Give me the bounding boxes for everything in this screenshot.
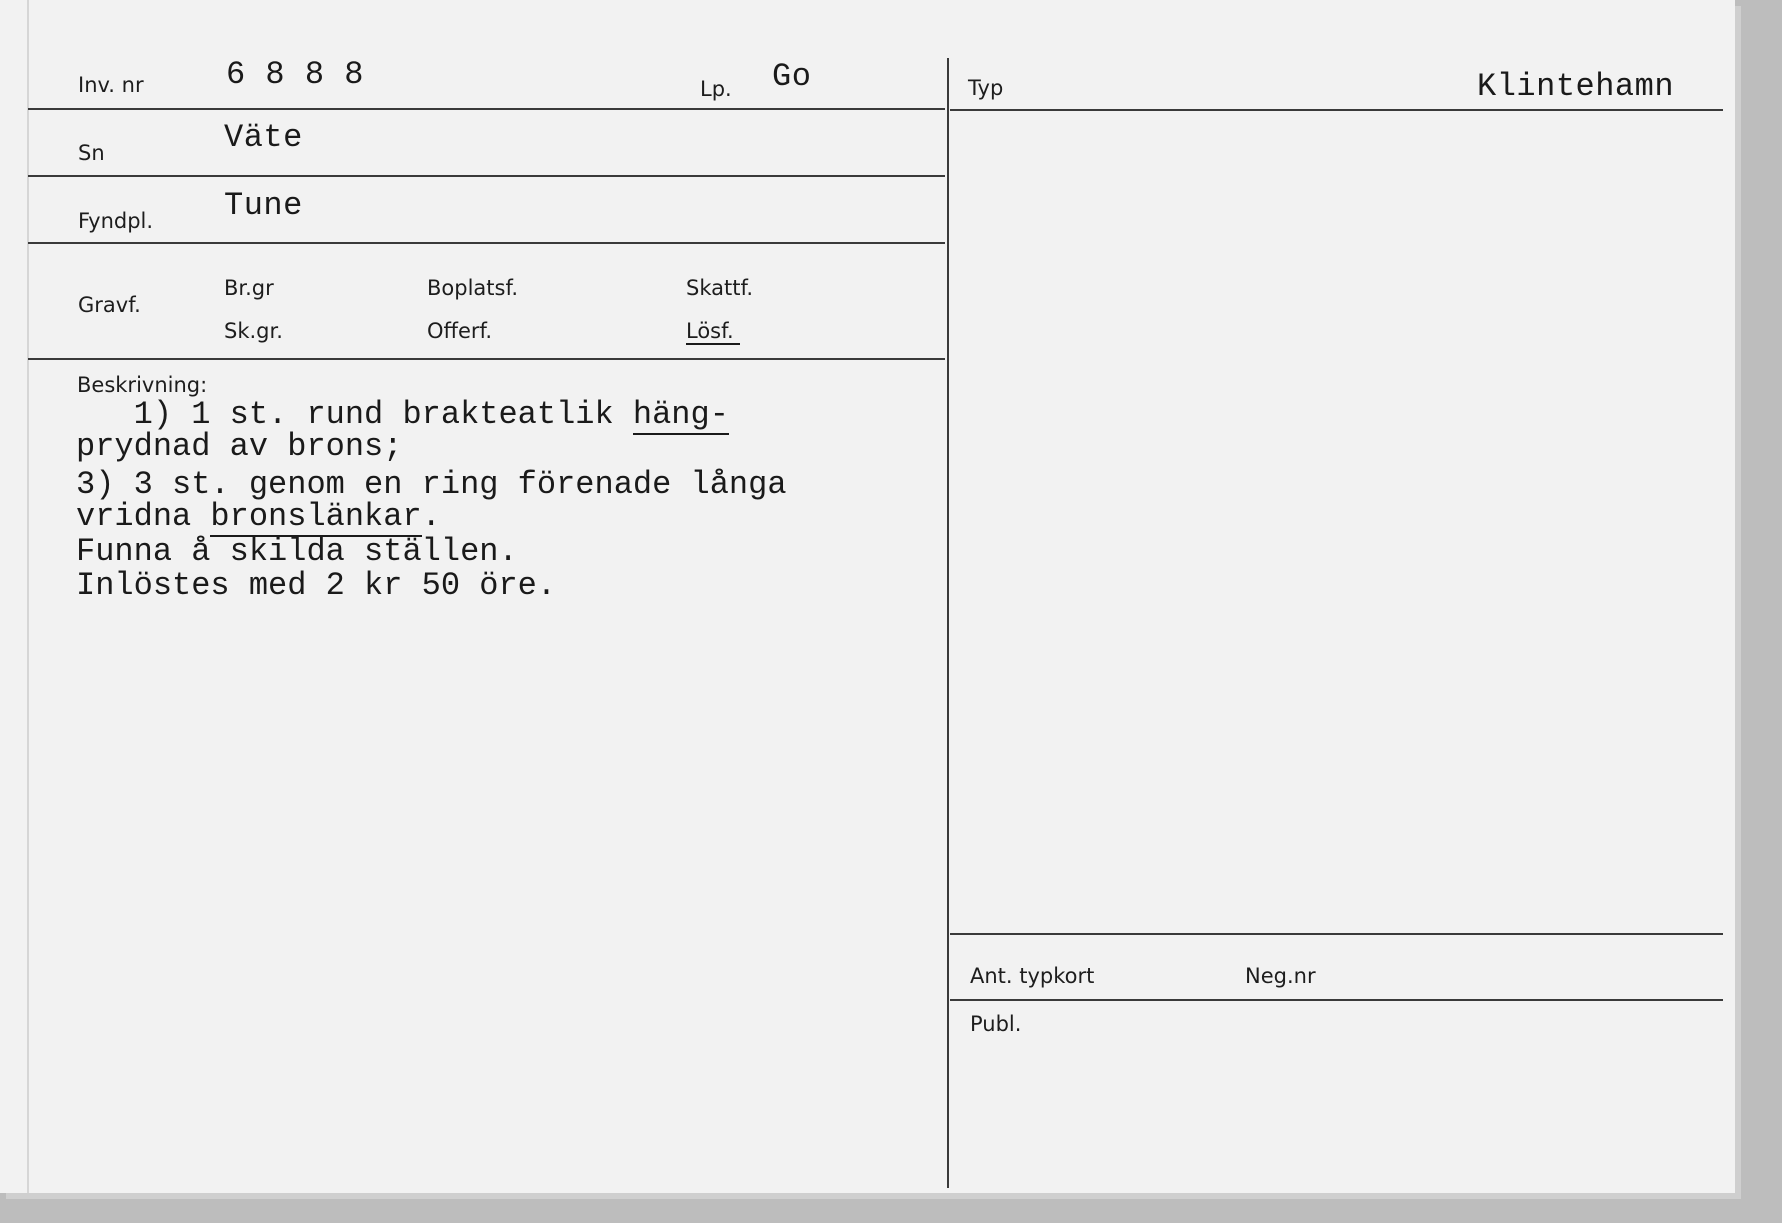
label-sk-gr: Sk.gr. — [224, 319, 283, 343]
rule-gravf — [28, 358, 945, 360]
description-underlined-text: häng- — [632, 396, 729, 433]
label-gravf: Gravf. — [78, 293, 141, 317]
label-offerf: Offerf. — [427, 319, 493, 343]
description-line-2: prydnad av brons; — [76, 428, 403, 465]
rule-sn — [28, 175, 945, 177]
description-line-1 — [76, 398, 729, 432]
label-lp: Lp. — [700, 77, 732, 101]
label-neg-nr: Neg.nr — [1245, 964, 1316, 988]
label-beskrivning: Beskrivning: — [77, 373, 208, 397]
label-sn: Sn — [78, 141, 105, 165]
label-losf: Lösf. — [686, 319, 740, 345]
value-inv-nr: 6 8 8 8 — [226, 56, 364, 93]
value-typ: Klintehamn — [1477, 68, 1675, 105]
label-inv-nr: Inv. nr — [78, 73, 144, 97]
value-sn: Väte — [224, 119, 303, 156]
rule-publ-top — [950, 999, 1723, 1001]
label-br-gr: Br.gr — [224, 276, 274, 300]
column-divider — [947, 58, 949, 1188]
value-lp: Go — [772, 58, 812, 95]
label-typ: Typ — [968, 76, 1004, 100]
rule-top — [28, 108, 945, 110]
description-underlined-text: bronslänkar — [210, 498, 422, 535]
description-line-4 — [76, 500, 441, 534]
description-line-3: 3) 3 st. genom en ring förenade långa — [76, 466, 787, 503]
description-text: vridna — [76, 498, 211, 535]
description-text: 1) 1 st. rund brakteatlik — [76, 396, 633, 433]
description-line-6: Inlöstes med 2 kr 50 öre. — [76, 567, 557, 604]
rule-fyndpl — [28, 242, 945, 244]
label-skattf: Skattf. — [686, 276, 753, 300]
label-ant-typkort: Ant. typkort — [970, 964, 1095, 988]
rule-ant-typkort-top — [950, 933, 1723, 935]
label-boplatsf: Boplatsf. — [427, 276, 519, 300]
value-fyndpl: Tune — [224, 187, 303, 224]
rule-typ — [950, 109, 1723, 111]
label-fyndpl: Fyndpl. — [78, 209, 154, 233]
description-text: . — [421, 498, 441, 535]
description-line-5: Funna å skilda ställen. — [76, 533, 518, 570]
label-publ: Publ. — [970, 1012, 1022, 1036]
